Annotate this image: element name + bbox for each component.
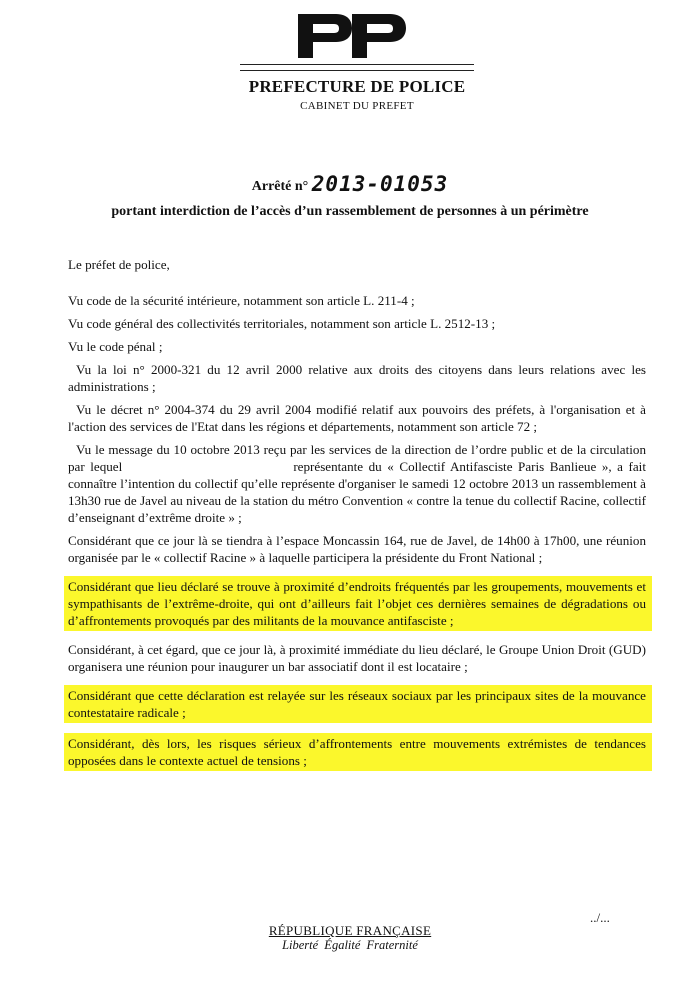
visa-collectivities-code: Vu code général des collectivités territoriales, notamment son article L. 2512-13 ; [68, 316, 496, 331]
visa-decree-2004: Vu le décret n° 2004-374 du 29 avril 2004 modifié relatif aux pouvoirs des préfets, à l'organisation et à l'action des services de l'Etat dans les régions et départements, notamment son article 72 ; [68, 402, 646, 434]
considerant-social-networks-highlighted: Considérant que cette déclaration est relayée sur les réseaux sociaux par les principaux sites de la mouvance contestataire radicale ; [64, 685, 652, 723]
considerant-gud: Considérant, à cet égard, que ce jour là, à proximité immédiate du lieu déclaré, le Groupe Union Droit (GUD) organisera une réunion pour inaugurer un bar associatif dont il est locataire ; [68, 642, 646, 674]
considerant-location-highlighted: Considérant que lieu déclaré se trouve à proximité d’endroits fréquentés par les groupements, mouvements et sympathisants de l’extrême-droite, qui ont d’ailleurs fait l’objet ces dernières semaines de dégradations ou d’affrontements provoqués par des militants de la mouvance antifasciste ; [64, 576, 652, 631]
department-name: CABINET DU PREFET [300, 100, 414, 112]
republic-title: RÉPUBLIQUE FRANÇAISE [268, 923, 432, 938]
arrete-heading [60, 172, 640, 199]
arrete-label: Arrêté n° [251, 179, 309, 194]
header-rule-bottom [240, 70, 474, 71]
opening-line: Le préfet de police, [68, 257, 170, 272]
arrete-subtitle: portant interdiction de l’accès d’un rassemblement de personnes à un périmètre [111, 204, 589, 219]
document-body [68, 256, 646, 771]
message-part-2: représentante du « Collectif Antifasciste Paris Banlieue », a fait connaître l’intention du collectif qu’elle représente d'organiser le samedi 12 octobre 2013 un rassemblement à 13h30 rue de Javel au niveau de la station du métro Convention « contre la tenue du collectif Racine, collectif d’enseignant d’extrême droite » ; [68, 459, 646, 525]
message-part-1: Vu le message du 10 octobre 2013 reçu par les services de la direction de l’ordre public et de la circulation par lequel [68, 442, 646, 474]
visa-penal-code: Vu le code pénal ; [68, 339, 163, 354]
continuation-mark: ../... [590, 910, 610, 925]
visa-law-2000: Vu la loi n° 2000-321 du 12 avril 2000 relative aux droits des citoyens dans leurs relations avec les administrations ; [68, 362, 646, 394]
considerant-meeting: Considérant que ce jour là se tiendra à l’espace Moncassin 164, rue de Javel, de 14h00 à 17h00, une réunion organisée par le « collectif Racine » à laquelle participera la présidente du Front National ; [68, 533, 646, 565]
prefecture-logo [296, 12, 408, 60]
visa-message [68, 441, 646, 526]
visa-security-code: Vu code de la sécurité intérieure, notamment son article L. 211-4 ; [68, 293, 415, 308]
arrete-number: 2013-01053 [311, 172, 449, 196]
organization-name: PREFECTURE DE POLICE [248, 77, 466, 96]
republic-motto: Liberté Égalité Fraternité [282, 938, 418, 952]
considerant-risks-highlighted: Considérant, dès lors, les risques sérieux d’affrontements entre mouvements extrémistes de tendances opposées dans le contexte actuel de tensions ; [64, 733, 652, 771]
header-rule-top [240, 64, 474, 65]
